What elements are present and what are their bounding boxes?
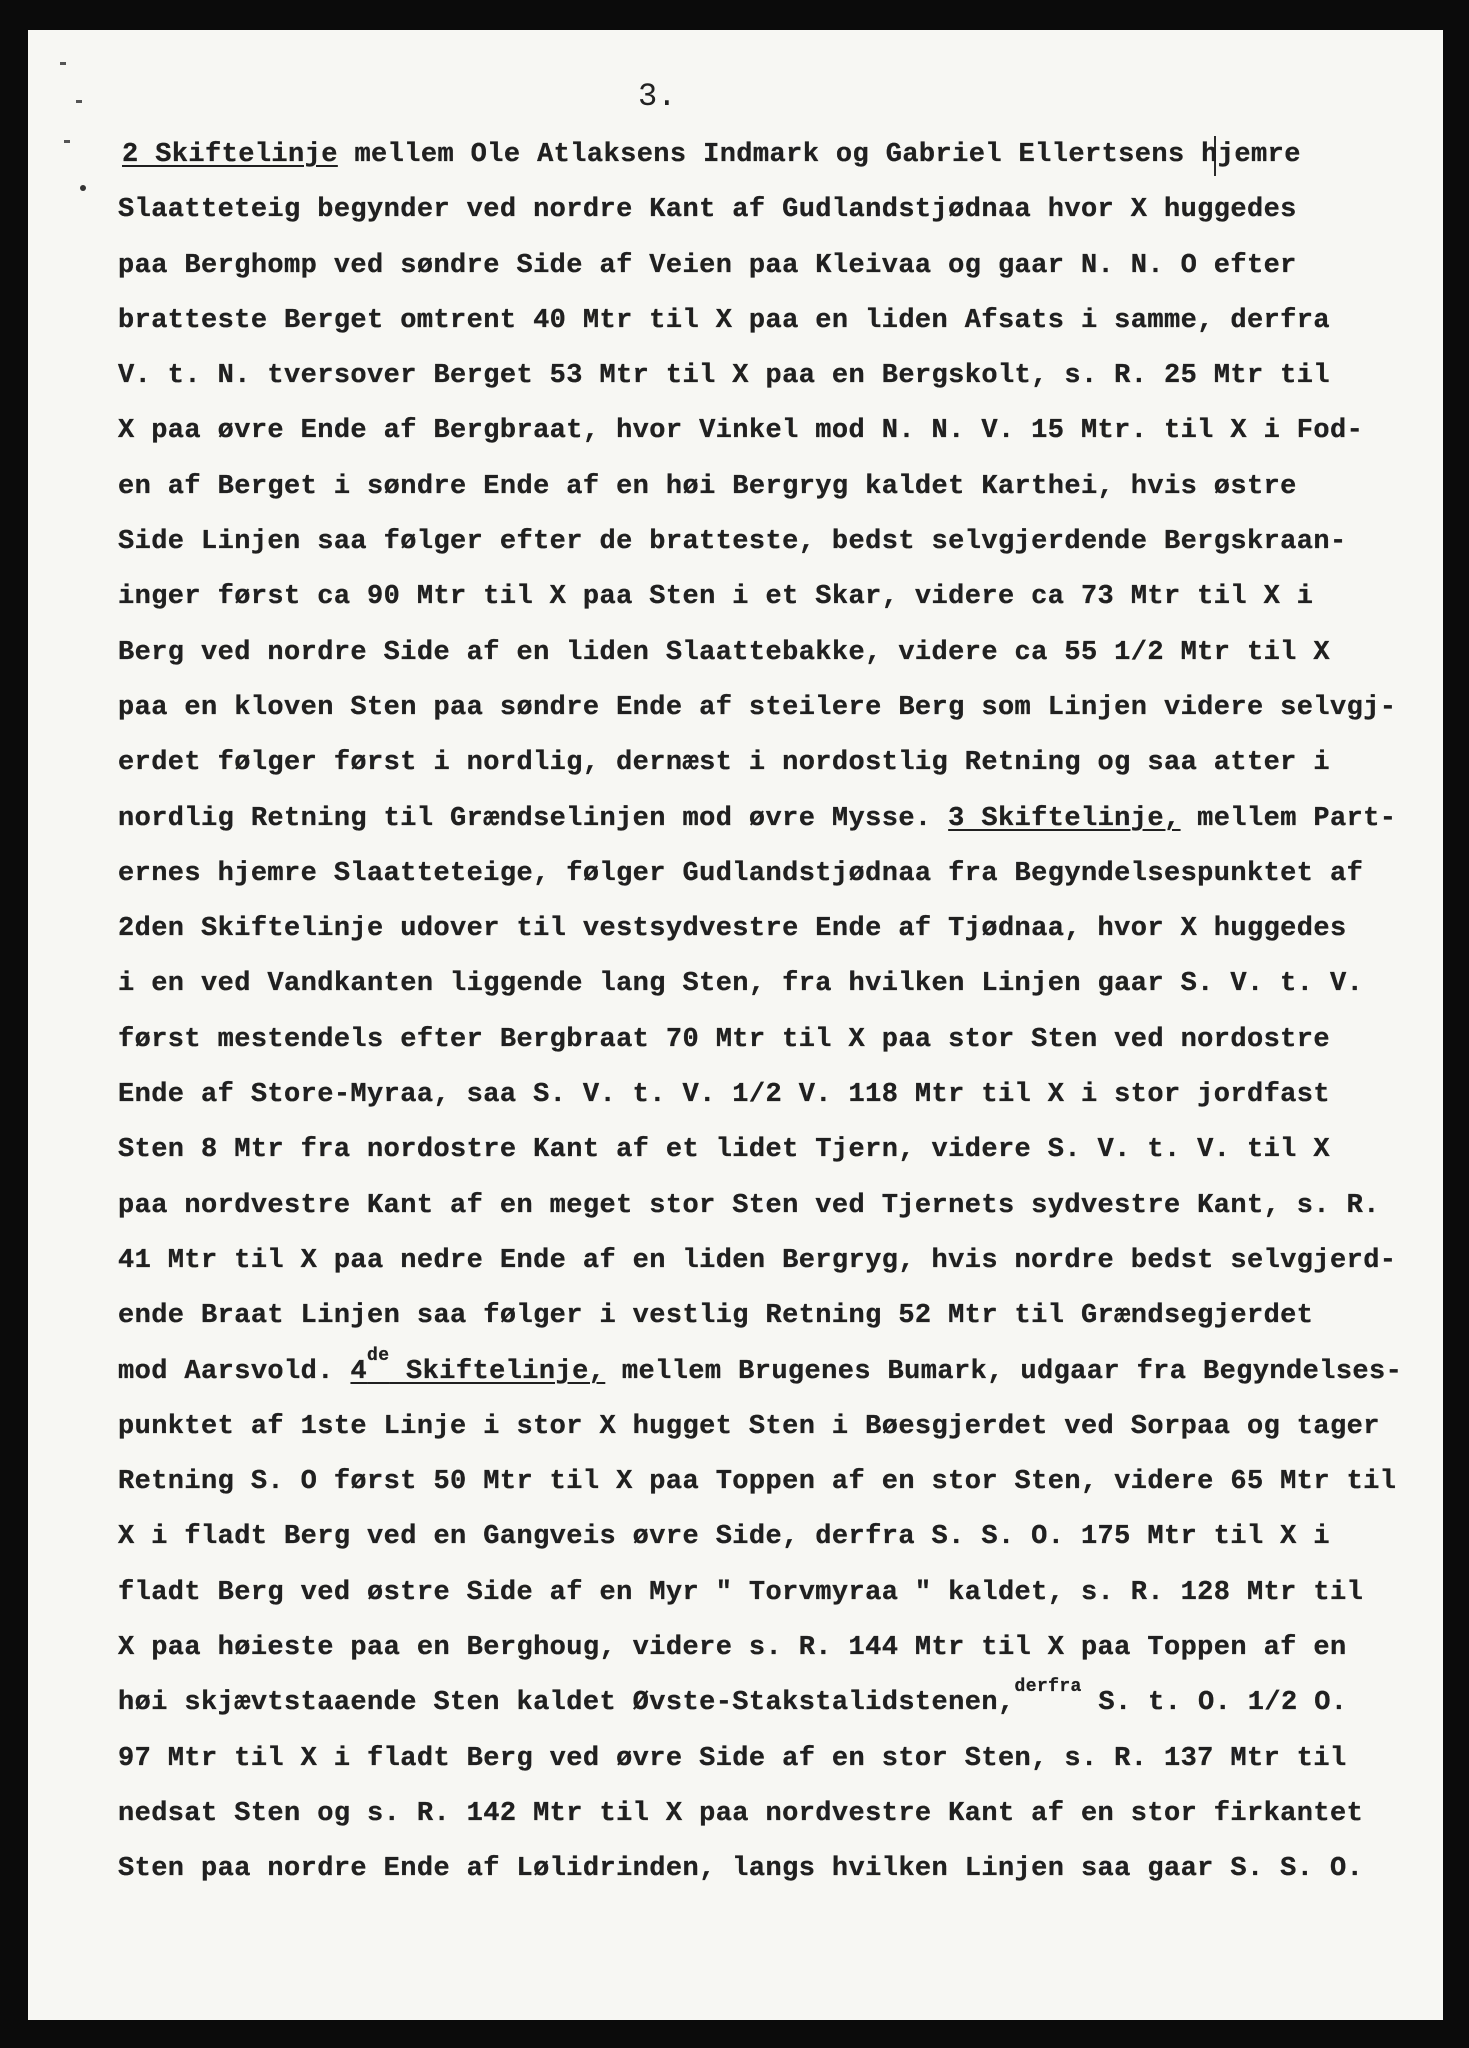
heading-number: 4 bbox=[350, 1356, 368, 1387]
text-line-12: erdet følger først i nordlig, dernæst i nordostlig Retning og saa atter i bbox=[118, 748, 1330, 779]
text-line-4: bratteste Berget omtrent 40 Mtr til X paa en liden Afsats i samme, derfra bbox=[118, 305, 1330, 336]
text-segment: mod Aarsvold. bbox=[118, 1356, 351, 1387]
text-line-14: ernes hjemre Slaatteteige, følger Gudlandstjødnaa fra Begyndelsespunktet af bbox=[118, 858, 1364, 889]
inserted-word: derfra bbox=[1014, 1677, 1082, 1698]
ordinal-suffix: de bbox=[367, 1345, 390, 1366]
text-line-10: Berg ved nordre Side af en liden Slaattebakke, videre ca 55 1/2 Mtr til X bbox=[118, 637, 1330, 668]
text-segment: nordlig Retning til Grændselinjen mod øvre Mysse. bbox=[118, 803, 949, 834]
heading-skiftelinje-4 bbox=[350, 1345, 606, 1387]
text-line-16: i en ved Vandkanten liggende lang Sten, fra hvilken Linjen gaar S. V. t. V. bbox=[118, 969, 1364, 1000]
text-line-3: paa Berghomp ved søndre Side af Veien paa Kleivaa og gaar N. N. O efter bbox=[118, 250, 1297, 281]
margin-mark bbox=[76, 100, 82, 103]
text-line-18: Ende af Store-Myraa, saa S. V. t. V. 1/2 V. 118 Mtr til X i stor jordfast bbox=[118, 1080, 1330, 1111]
text-line-13 bbox=[118, 792, 1438, 847]
text-line-25: Retning S. O først 50 Mtr til X paa Toppen af en stor Sten, videre 65 Mtr til bbox=[118, 1467, 1397, 1498]
text-segment: mellem Ole Atlaksens Indmark og Gabriel Ellertsens hjemre bbox=[337, 140, 1301, 170]
heading-skiftelinje-2: 2 Skiftelinje bbox=[122, 140, 338, 170]
text-line-27: fladt Berg ved østre Side af en Myr " Torvmyraa " kaldet, s. R. 128 Mtr til bbox=[118, 1577, 1364, 1608]
text-line-31: nedsat Sten og s. R. 142 Mtr til X paa nordvestre Kant af en stor firkantet bbox=[118, 1798, 1364, 1829]
margin-dot bbox=[80, 185, 86, 191]
text-line-30: 97 Mtr til X i fladt Berg ved øvre Side af en stor Sten, s. R. 137 Mtr til bbox=[118, 1743, 1347, 1774]
text-line-21: 41 Mtr til X paa nedre Ende af en liden Bergryg, hvis nordre bedst selvgjerd- bbox=[118, 1245, 1397, 1276]
text-line-22: ende Braat Linjen saa følger i vestlig Retning 52 Mtr til Grændsegjerdet bbox=[118, 1301, 1314, 1332]
text-line-29 bbox=[118, 1676, 1438, 1731]
text-line-11: paa en kloven Sten paa søndre Ende af steilere Berg som Linjen videre selvgj- bbox=[118, 692, 1397, 723]
text-line-15: 2den Skiftelinje udover til vestsydvestre Ende af Tjødnaa, hvor X huggedes bbox=[118, 914, 1347, 945]
text-line-19: Sten 8 Mtr fra nordostre Kant af et lidet Tjern, videre S. V. t. V. til X bbox=[118, 1135, 1330, 1166]
text-line-1 bbox=[118, 128, 1438, 183]
text-line-23 bbox=[118, 1345, 1438, 1400]
text-line-28: X paa høieste paa en Berghoug, videre s. R. 144 Mtr til X paa Toppen af en bbox=[118, 1633, 1347, 1664]
document-page bbox=[28, 30, 1443, 2020]
text-line-2: Slaatteteig begynder ved nordre Kant af Gudlandstjødnaa hvor X huggedes bbox=[118, 195, 1297, 226]
text-segment: S. t. O. 1/2 O. bbox=[1081, 1688, 1348, 1719]
text-segment: mellem Part- bbox=[1180, 803, 1397, 834]
text-line-20: paa nordvestre Kant af en meget stor Sten ved Tjernets sydvestre Kant, s. R. bbox=[118, 1190, 1380, 1221]
text-segment: høi skjævtstaaende Sten kaldet Øvste-Stakstalidstenen, bbox=[118, 1688, 1015, 1719]
text-line-8: Side Linjen saa følger efter de bratteste, bedst selvgjerdende Bergskraan- bbox=[118, 527, 1347, 558]
text-line-7: en af Berget i søndre Ende af en høi Bergryg kaldet Karthei, hvis østre bbox=[118, 471, 1297, 502]
text-line-26: X i fladt Berg ved en Gangveis øvre Side, derfra S. S. O. 175 Mtr til X i bbox=[118, 1522, 1330, 1553]
text-segment: mellem Brugenes Bumark, udgaar fra Begyndelses- bbox=[605, 1356, 1403, 1387]
heading-word: Skiftelinje, bbox=[389, 1356, 606, 1387]
margin-mark bbox=[60, 62, 66, 65]
page-number: 3. bbox=[638, 78, 677, 115]
text-line-24: punktet af 1ste Linje i stor X hugget Sten i Bøesgjerdet ved Sorpaa og tager bbox=[118, 1411, 1380, 1442]
margin-mark bbox=[64, 140, 70, 143]
text-line-5: V. t. N. tversover Berget 53 Mtr til X paa en Bergskolt, s. R. 25 Mtr til bbox=[118, 361, 1330, 392]
text-line-32: Sten paa nordre Ende af Lølidrinden, langs hvilken Linjen saa gaar S. S. O. bbox=[118, 1854, 1364, 1885]
text-line-17: først mestendels efter Bergbraat 70 Mtr til X paa stor Sten ved nordostre bbox=[118, 1024, 1330, 1055]
typed-text-body bbox=[118, 128, 1438, 1898]
heading-skiftelinje-3: 3 Skiftelinje, bbox=[948, 803, 1181, 834]
text-line-6: X paa øvre Ende af Bergbraat, hvor Vinkel mod N. N. V. 15 Mtr. til X i Fod- bbox=[118, 416, 1364, 447]
text-line-9: inger først ca 90 Mtr til X paa Sten i et Skar, videre ca 73 Mtr til X i bbox=[118, 582, 1314, 613]
